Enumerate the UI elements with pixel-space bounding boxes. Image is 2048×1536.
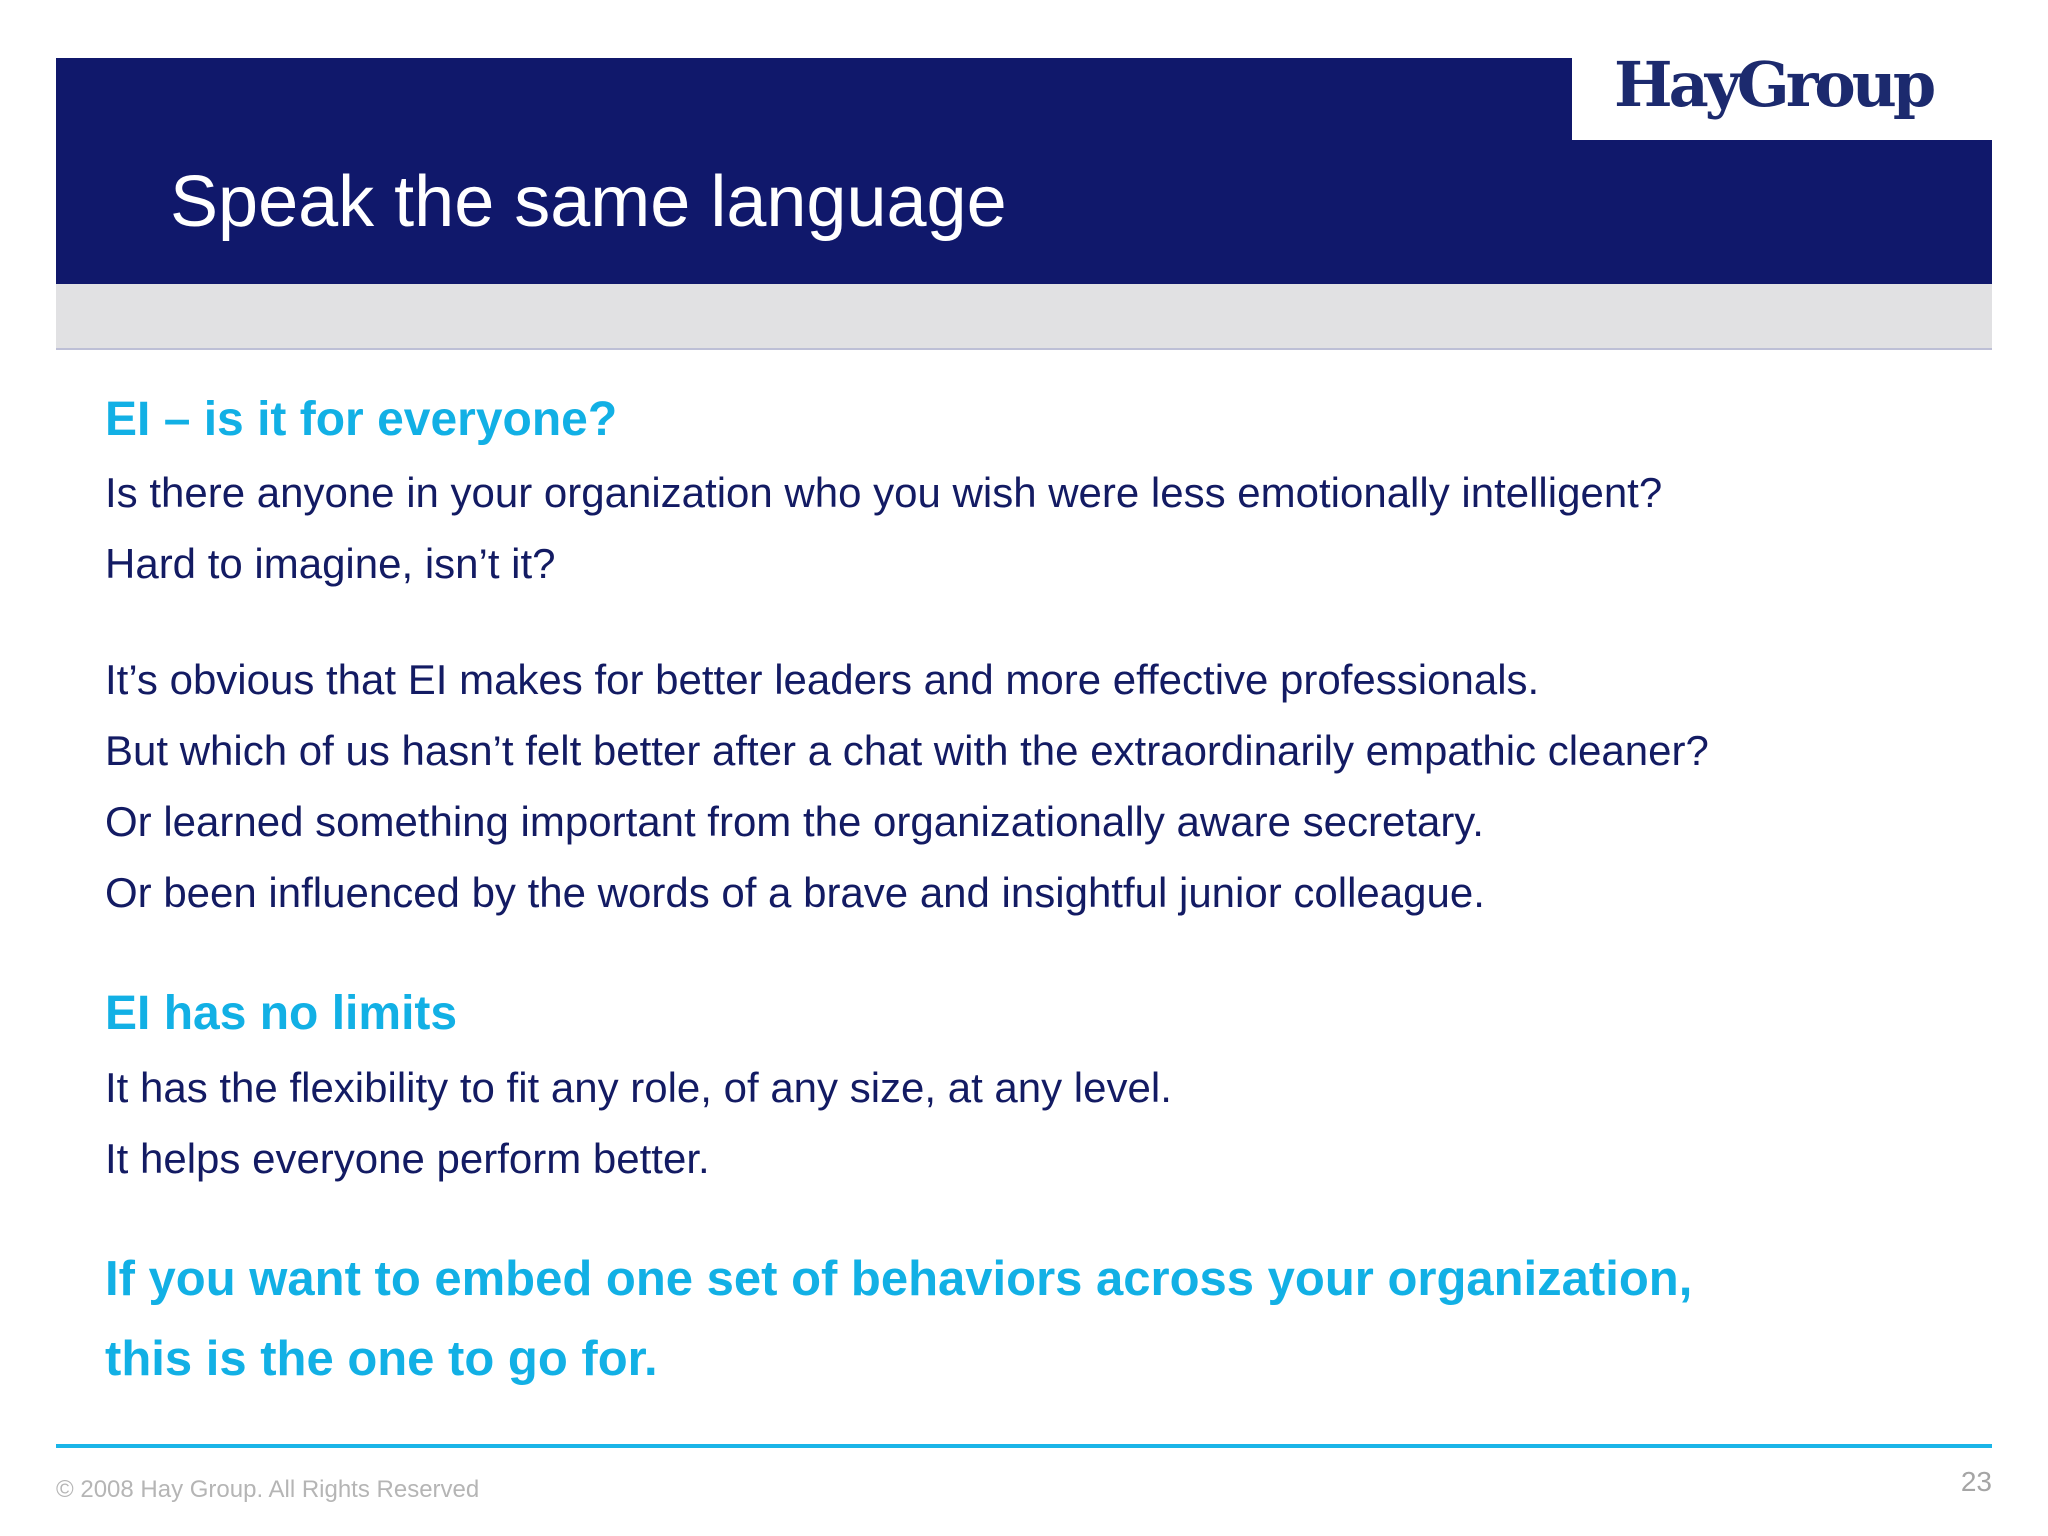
body-line: Or been influenced by the words of a brave and insightful junior colleague. (105, 869, 1485, 916)
callout-line: this is the one to go for. (105, 1332, 658, 1386)
page-number: 23 (1960, 1466, 1992, 1497)
section-heading-everyone: EI – is it for everyone? (105, 393, 618, 446)
section-heading-no-limits: EI has no limits (105, 987, 458, 1040)
body-line: But which of us hasn’t felt better after a chat with the extraordinarily empathic cleaner? (105, 727, 1709, 774)
subtitle-band (56, 284, 1992, 348)
slide-title: Speak the same language (170, 162, 1007, 242)
callout-line: If you want to embed one set of behaviors across your organization, (105, 1252, 1693, 1306)
body-line: It’s obvious that EI makes for better leaders and more effective professionals. (105, 656, 1540, 703)
body-line: Or learned something important from the organizationally aware secretary. (105, 798, 1484, 845)
body-line: Is there anyone in your organization who you wish were less emotionally intelligent? (105, 469, 1663, 516)
body-line: It helps everyone perform better. (105, 1135, 710, 1182)
header-divider (56, 348, 1992, 350)
haygroup-logo: HayGroup (1614, 48, 1933, 121)
body-line: It has the flexibility to fit any role, of any size, at any level. (105, 1064, 1172, 1111)
copyright-notice: © 2008 Hay Group. All Rights Reserved (56, 1476, 480, 1503)
footer-divider (56, 1444, 1992, 1448)
body-line: Hard to imagine, isn’t it? (105, 540, 556, 587)
